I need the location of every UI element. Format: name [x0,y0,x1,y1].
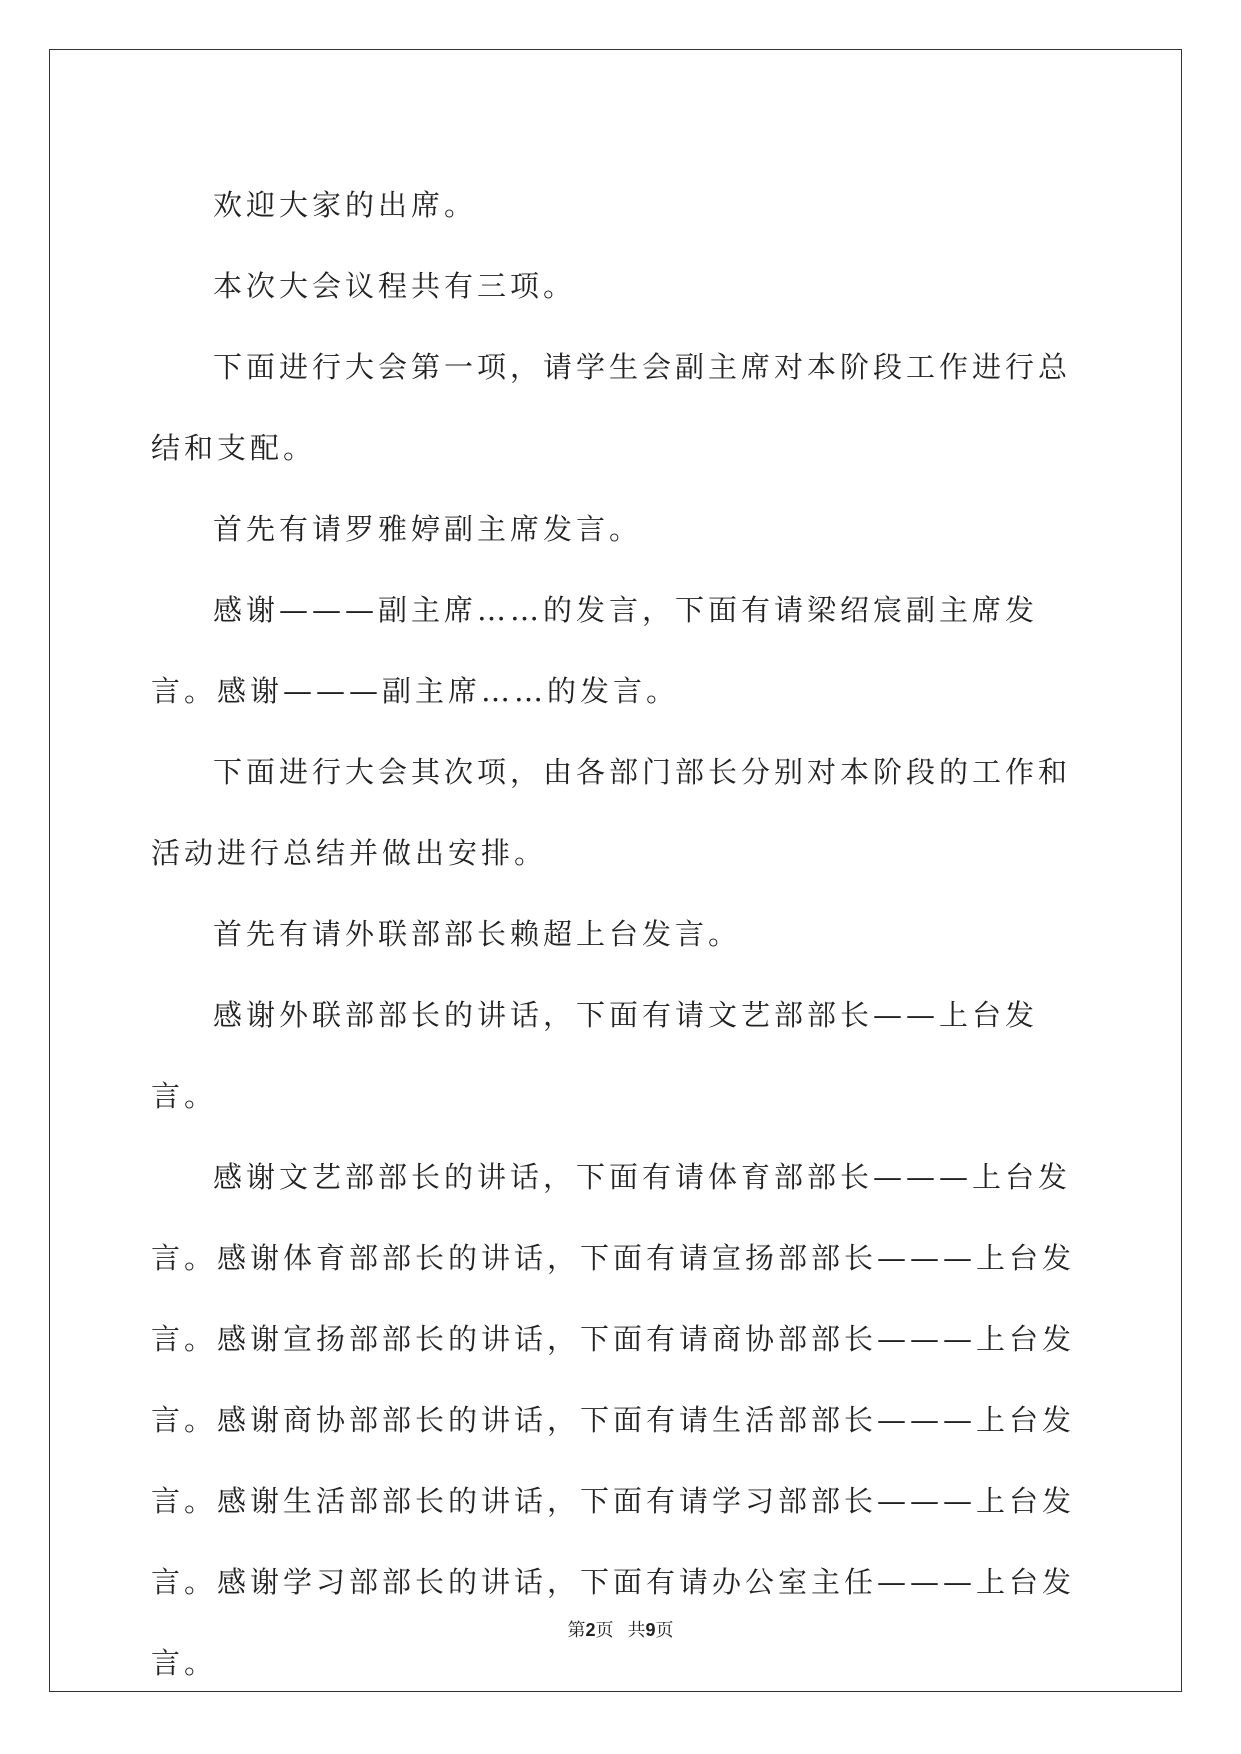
paragraph-item-two: 下面进行大会其次项，由各部门部长分别对本阶段的工作和活动进行总结并做出安排。 [151,755,1072,870]
paragraph-vice-chair-thanks: 感谢———副主席……的发言，下面有请梁绍宸副主席发言。感谢———副主席……的发言。 [151,593,1039,708]
paragraph-liaison-thanks: 感谢外联部部长的讲话，下面有请文艺部部长——上台发言。 [151,998,1039,1113]
paragraph-item-one: 下面进行大会第一项，请学生会副主席对本阶段工作进行总结和支配。 [151,350,1072,465]
paragraph-vice-chair-first: 首先有请罗雅婷副主席发言。 [213,512,643,546]
document-body [151,165,1081,1704]
total-prefix: 共 [627,1620,646,1641]
page-prefix: 第 [567,1620,586,1641]
paragraph-department-speeches: 感谢文艺部部长的讲话，下面有请体育部部长———上台发言。感谢体育部部长的讲话，下面有请宣扬部部长———上台发言。感谢宣扬部部长的讲话，下面有请商协部部长———上台发言。感谢商协部部长的讲话，下面有请生活部部长———上台发言。感谢生活部部长的讲话，下面有请学习部部长———上台发言。感谢学习部部长的讲话，下面有请办公室主任———上台发言。 [151,1160,1076,1680]
current-page-number: 2 [585,1620,596,1640]
total-page-count: 9 [645,1620,656,1640]
paragraph-liaison-first: 首先有请外联部部长赖超上台发言。 [213,917,742,951]
paragraph-welcome: 欢迎大家的出席。 [213,188,478,222]
total-suffix: 页 [655,1620,674,1641]
page-footer [0,1618,1241,1643]
paragraph-agenda: 本次大会议程共有三项。 [213,269,577,303]
page-suffix: 页 [595,1620,614,1641]
